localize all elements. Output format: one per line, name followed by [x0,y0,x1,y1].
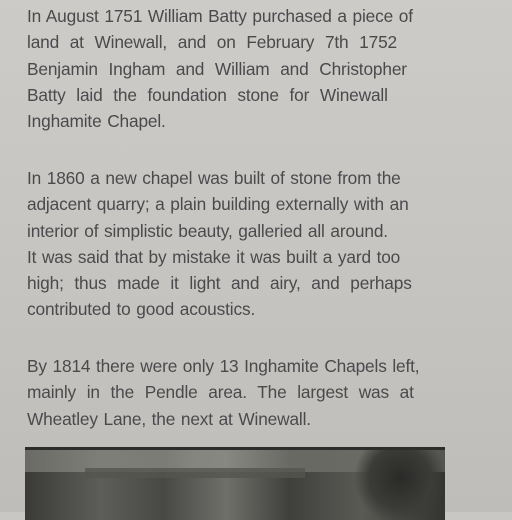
paragraph-inghamite-chapels [27,353,512,432]
text-line: In 1860 a new chapel was built of stone from the [27,168,401,188]
text-line: Inghamite Chapel. [27,111,166,132]
text-line: By 1814 there were only 13 Inghamite Chapels left, [27,356,420,376]
text-line: Batty laid the foundation stone for Winewall [27,84,388,105]
text-line: high; thus made it light and airy, and perhaps [27,273,412,294]
paragraph-winewall-history [27,3,512,134]
text-line: Wheatley Lane, the next at Winewall. [27,408,311,429]
paragraph-new-chapel [27,165,512,323]
text-line: In August 1751 William Batty purchased a piece of [27,6,413,26]
photo-roofline [85,468,305,478]
photo-tree [355,450,445,520]
text-line: It was said that by mistake it was built a yard too [27,246,401,267]
text-line: Benjamin Ingham and William and Christopher [27,58,407,79]
text-line: land at Winewall, and on February 7th 1752 [27,32,398,53]
chapel-photograph [25,447,445,520]
text-line: contributed to good acoustics. [27,299,256,320]
text-line: adjacent quarry; a plain building externally with an [27,194,409,215]
text-line: interior of simplistic beauty, galleried all around. [27,220,388,241]
text-line: mainly in the Pendle area. The largest was at [27,382,414,403]
